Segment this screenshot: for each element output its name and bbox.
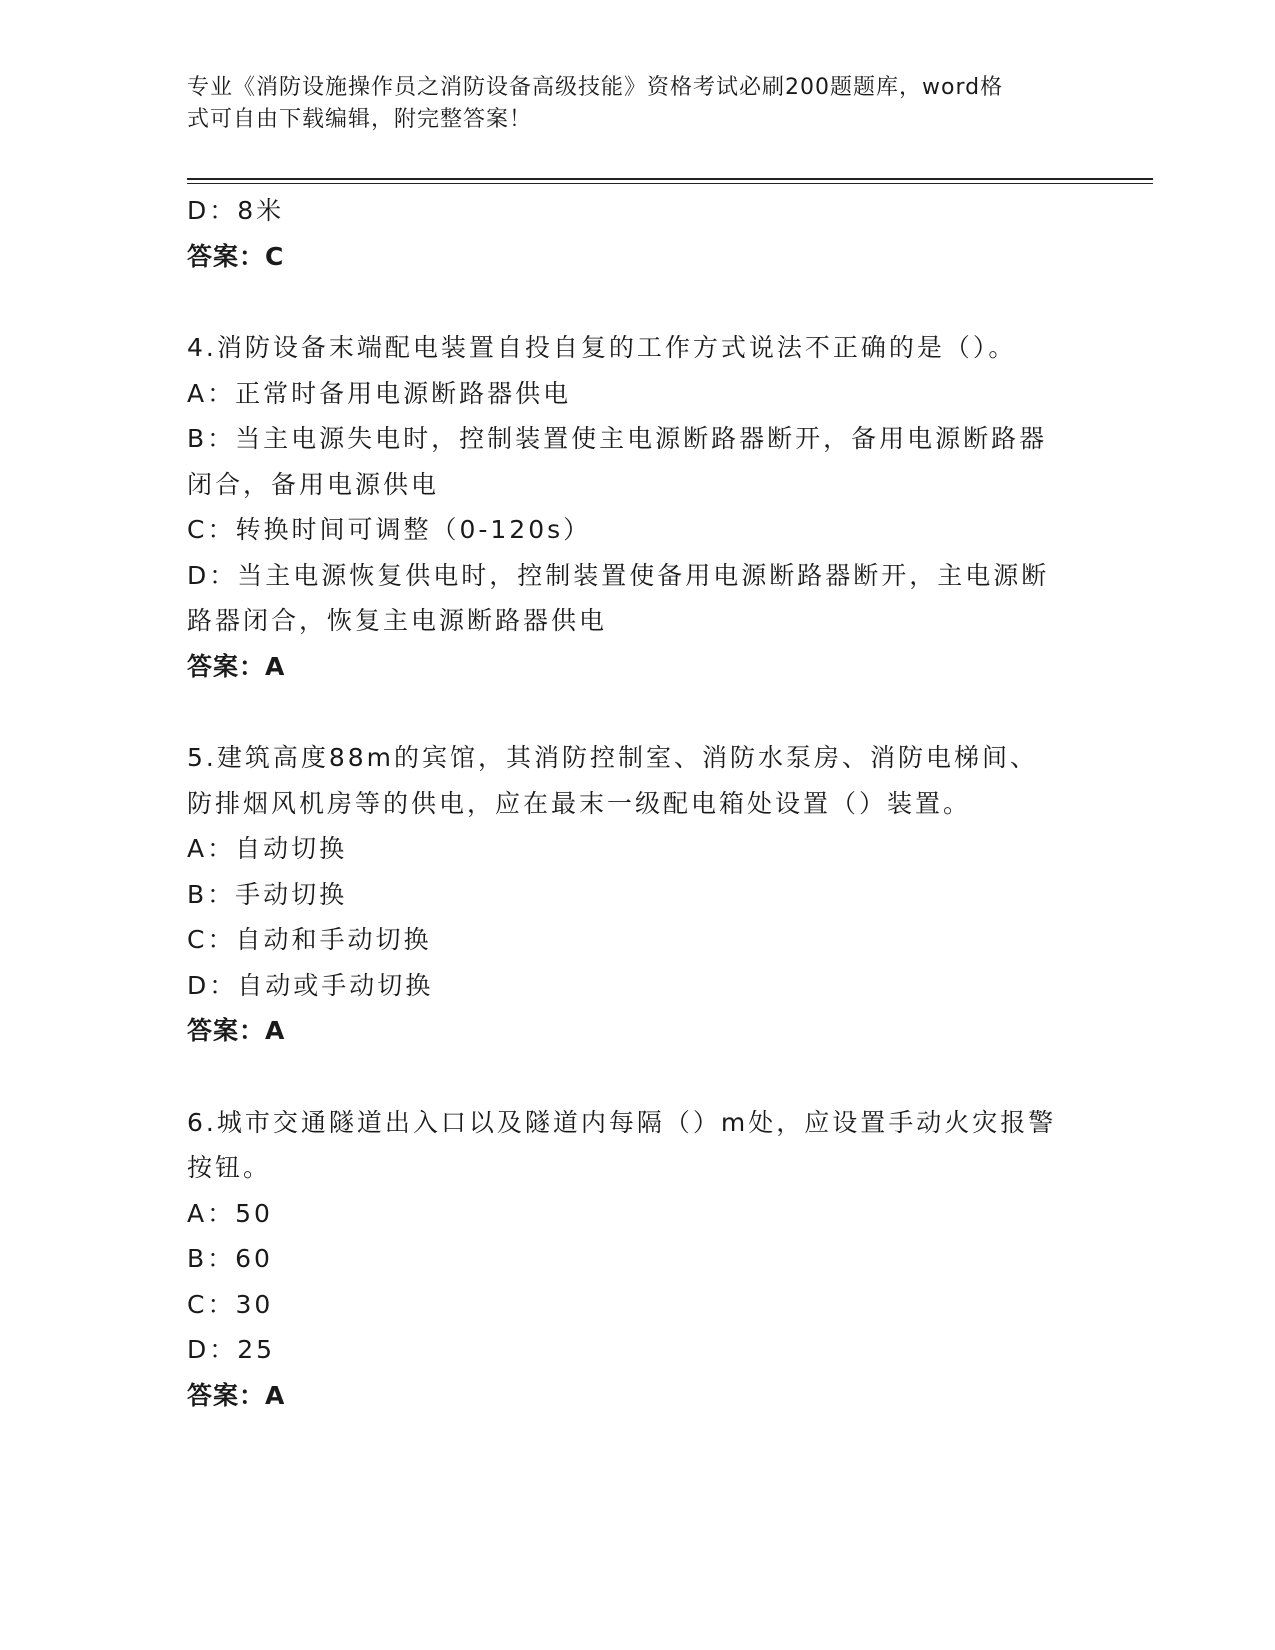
question-item-5: [187, 735, 1087, 1054]
document-header: [187, 72, 1067, 136]
question-stem-continued: 按钮。: [187, 1153, 272, 1182]
answer-line: 答案：A: [187, 1380, 286, 1410]
option-a: A：自动切换: [187, 834, 348, 863]
option-d-continued: 路器闭合，恢复主电源断路器供电: [187, 606, 608, 635]
option-d: D：8米: [187, 196, 285, 225]
option-b: B：60: [187, 1244, 273, 1273]
partial-question: [187, 188, 1087, 279]
answer-line: 答案：C: [187, 241, 285, 271]
question-gap: [187, 279, 1087, 325]
question-stem: 6.城市交通隧道出入口以及隧道内每隔（）m处，应设置手动火灾报警: [187, 1107, 1057, 1137]
option-c: C：30: [187, 1289, 274, 1319]
question-stem-continued: 防排烟风机房等的供电，应在最末一级配电箱处设置（）装置。: [187, 788, 972, 818]
option-d: D：自动或手动切换: [187, 970, 434, 1000]
answer-line: 答案：A: [187, 1016, 286, 1045]
question-stem: 4.消防设备末端配电装置自投自复的工作方式说法不正确的是（）。: [187, 333, 1017, 362]
header-divider-thin: [187, 183, 1153, 184]
question-gap: [187, 1054, 1087, 1100]
option-b-continued: 闭合，备用电源供电: [187, 469, 440, 499]
question-gap: [187, 689, 1087, 735]
question-item-6: [187, 1100, 1087, 1419]
question-item-4: [187, 325, 1087, 689]
header-line-1: 专业《消防设施操作员之消防设备高级技能》资格考试必刷200题题库，word格: [187, 75, 1004, 100]
option-b: B：手动切换: [187, 879, 348, 909]
answer-line: 答案：A: [187, 651, 286, 681]
option-d: D：当主电源恢复供电时，控制装置使备用电源断路器断开，主电源断: [187, 560, 1050, 590]
question-list: [187, 188, 1087, 1418]
option-a: A：正常时备用电源断路器供电: [187, 378, 572, 408]
header-divider-thick: [187, 178, 1153, 180]
option-c: C：自动和手动切换: [187, 925, 432, 954]
header-line-2: 式可自由下载编辑，附完整答案！: [187, 107, 533, 132]
option-a: A：50: [187, 1198, 273, 1228]
option-d: D：25: [187, 1335, 276, 1364]
question-stem: 5.建筑高度88m的宾馆，其消防控制室、消防水泵房、消防电梯间、: [187, 743, 1039, 772]
option-c: C：转换时间可调整（0-120s）: [187, 515, 592, 544]
option-b: B：当主电源失电时，控制装置使主电源断路器断开，备用电源断路器: [187, 424, 1048, 453]
